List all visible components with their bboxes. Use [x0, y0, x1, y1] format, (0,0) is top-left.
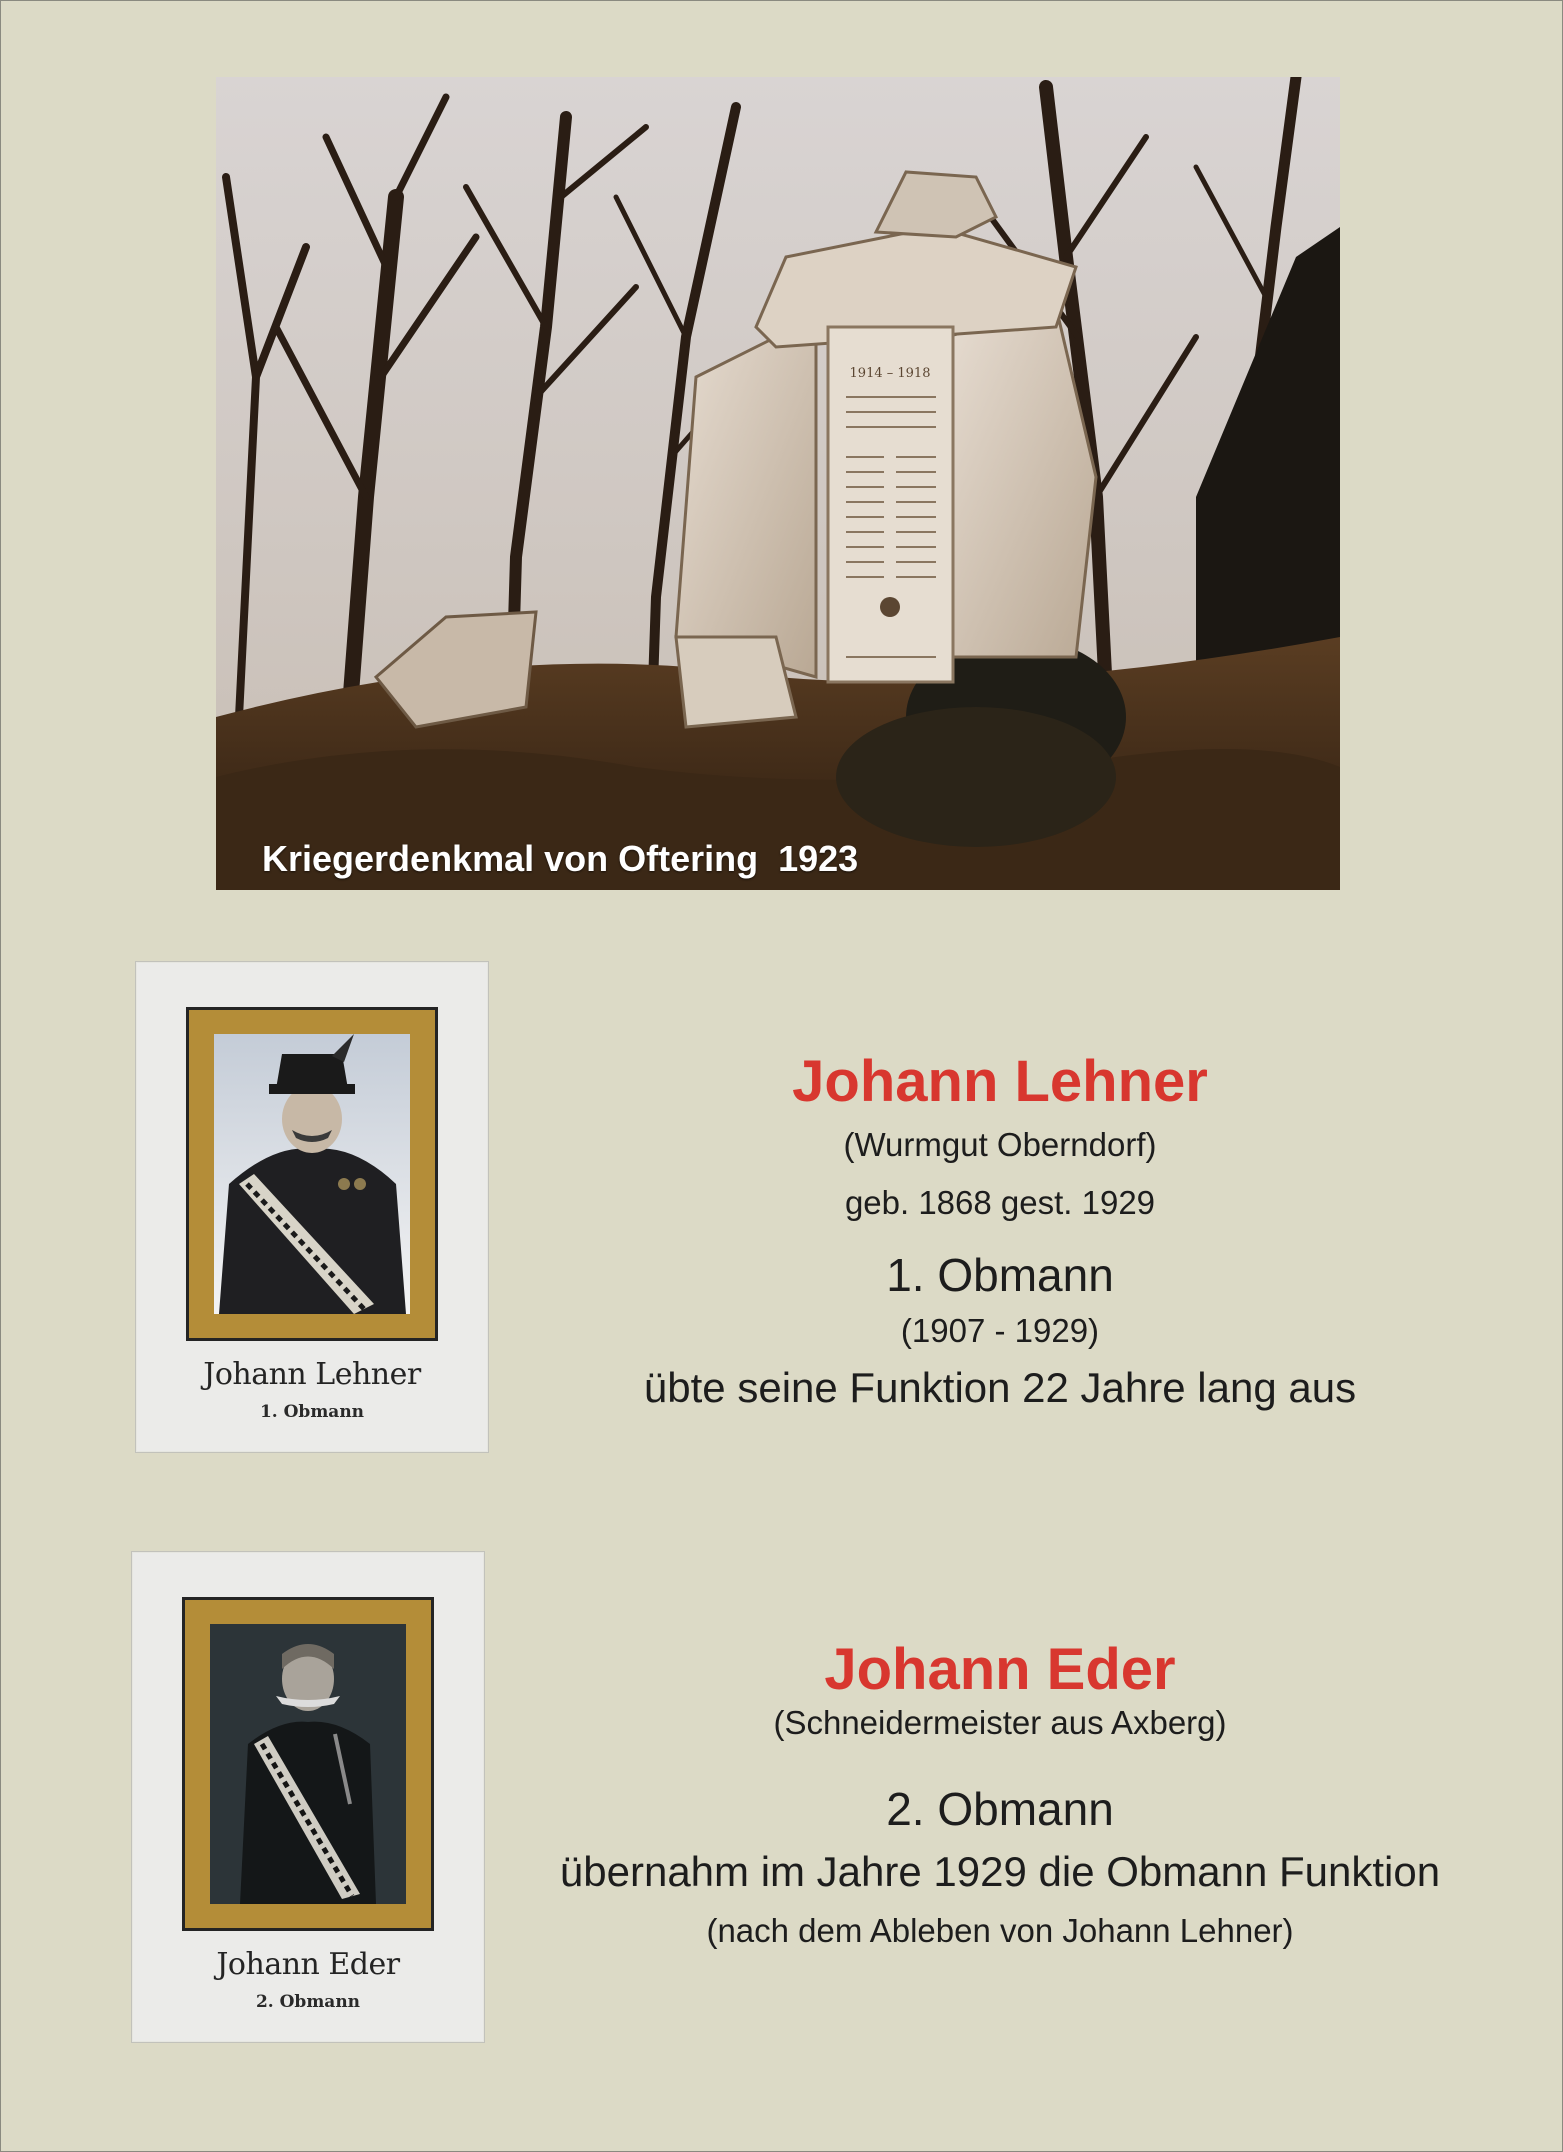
person-role: 1. Obmann: [886, 1249, 1114, 1301]
text-block-lehner: [510, 1040, 1490, 1420]
person-origin: (Wurmgut Oberndorf): [843, 1126, 1157, 1163]
portrait-eder: [210, 1624, 406, 1904]
person-term: (1907 - 1929): [900, 1312, 1100, 1349]
gold-frame: [186, 1007, 438, 1341]
person-note: übernahm im Jahre 1929 die Obmann Funktion: [559, 1848, 1441, 1895]
card-name: Johann Eder: [216, 1947, 400, 1982]
memorial-photo: [216, 77, 1340, 890]
person-name: Johann Eder: [824, 1637, 1176, 1702]
portrait-card-lehner: [135, 961, 489, 1453]
card-name: Johann Lehner: [203, 1357, 421, 1392]
person-name: Johann Lehner: [792, 1049, 1208, 1114]
portrait-card-eder: [131, 1551, 485, 2043]
person-note: übte seine Funktion 22 Jahre lang aus: [643, 1364, 1357, 1411]
card-role: 1. Obmann: [259, 1402, 365, 1422]
gold-frame: [182, 1597, 434, 1931]
person-note-2: (nach dem Ableben von Johann Lehner): [706, 1912, 1294, 1949]
memorial-caption: Kriegerdenkmal von Oftering 1923: [262, 838, 859, 879]
plaque-years: 1914 – 1918: [849, 366, 931, 381]
memorial-photo-illustration: [216, 77, 1340, 890]
text-block-eder: [510, 1628, 1490, 1968]
person-role: 2. Obmann: [886, 1783, 1114, 1835]
card-role: 2. Obmann: [255, 1992, 361, 2012]
portrait-lehner: [214, 1034, 410, 1314]
person-dates: geb. 1868 gest. 1929: [844, 1184, 1156, 1221]
person-origin: (Schneidermeister aus Axberg): [773, 1704, 1227, 1741]
